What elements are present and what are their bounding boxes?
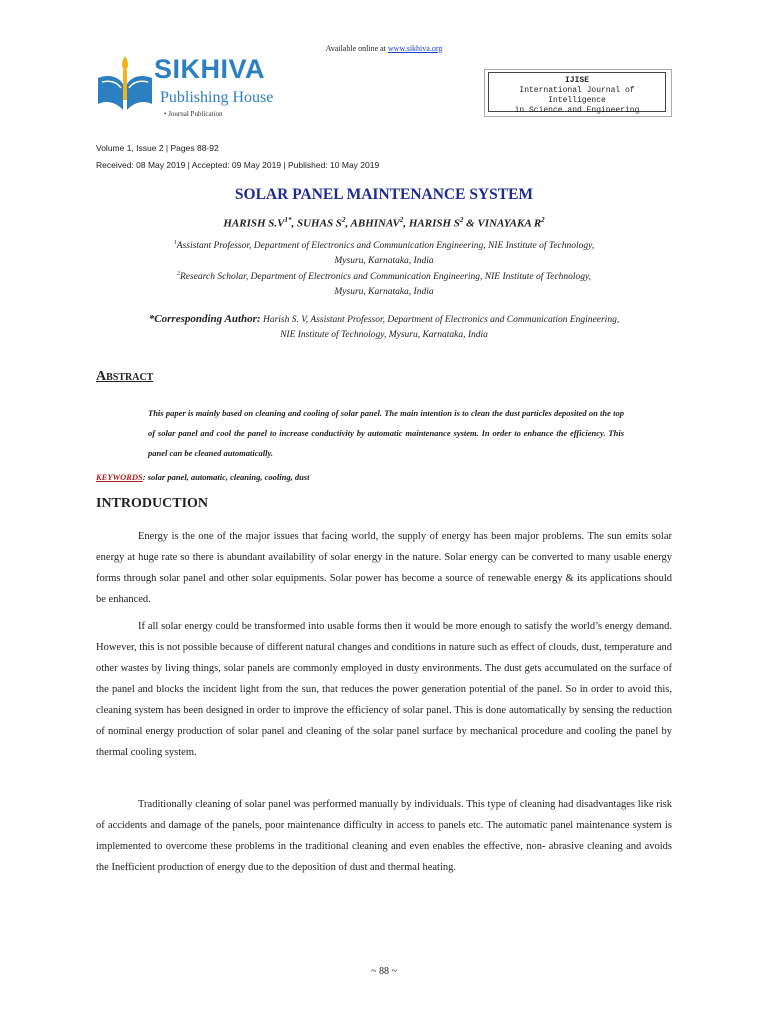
brand-name: SIKHIVA	[154, 54, 266, 84]
website-link[interactable]: www.sikhiva.org	[387, 44, 443, 53]
author-superscript: 1*	[284, 216, 292, 224]
publication-dates: Received: 08 May 2019 | Accepted: 09 May 2019 | Published: 10 May 2019	[96, 160, 380, 170]
affiliation-line2: Mysuru, Karnataka, India	[334, 287, 434, 298]
author-name: ABHINAV	[350, 217, 400, 230]
journal-name-line2: in Science and Engineering	[514, 106, 640, 115]
introduction-heading: INTRODUCTION	[96, 496, 209, 511]
affiliation-superscript: 2	[176, 271, 180, 277]
availability-prefix: Available online at	[325, 44, 388, 53]
author-separator: ,	[345, 217, 351, 230]
journal-box	[488, 72, 666, 115]
book-flame-icon	[94, 52, 156, 116]
corresponding-text1: Harish S. V, Assistant Professor, Department of Electronics and Communication Engineering,	[260, 315, 620, 325]
corresponding-text2: NIE Institute of Technology, Mysuru, Karnataka, India	[280, 330, 488, 340]
author-separator: ,	[403, 217, 409, 230]
author-name: SUHAS S	[296, 217, 342, 230]
abstract-body: This paper is mainly based on cleaning and cooling of solar panel. The main intention is to clean the dust particles deposited on the top of solar panel and cool the panel to increase conductivity by automatic maintenance system. In order to enhance the efficiency. This panel can be cleaned automatically.	[148, 408, 624, 458]
brand-subtitle: Publishing House	[160, 89, 274, 106]
keywords-line	[96, 472, 309, 482]
intro-paragraph-2: If all solar energy could be transformed into usable forms then it would be more enough to satisfy the world’s energy demand. However, this is not possible because of different natural changes and conditions in nature such as effect of clouds, dust, temperature and other wastes by living things, solar panels are commonly employed in dusty environments. The dust gets accumulated on the surface of the panel and blocks the incident light from the sun, that reduces the power generation potential of the panel. So in order to avoid this, cleaning system has been designed in order to improve the efficiency of solar panel. This is done automatically by sensing the reduction of nominal energy production of solar panel and cleaning of the solar panel surface by mechanical procedure and cooling the panel by thermal cooling system.	[96, 621, 672, 758]
keywords-label: KEYWORDS	[96, 472, 143, 482]
affiliation-line1: Research Scholar, Department of Electronics and Communication Engineering, NIE Institute of Technology,	[179, 272, 592, 283]
affiliation-superscript: 1	[173, 240, 177, 246]
author-name: HARISH S	[408, 217, 460, 230]
keywords-text: : solar panel, automatic, cleaning, cooling, dust	[142, 472, 310, 482]
affiliation-line1: Assistant Professor, Department of Electronics and Communication Engineering, NIE Institute of Technology,	[176, 241, 595, 252]
author-superscript: 2	[541, 216, 545, 224]
abstract-heading: Abstract	[96, 369, 154, 384]
page-number: ~ 88 ~	[371, 966, 397, 977]
paper-title: SOLAR PANEL MAINTENANCE SYSTEM	[234, 186, 534, 203]
intro-paragraph-1: Energy is the one of the major issues that facing world, the supply of energy has been major problems. The sun emits solar energy at huge rate so there is abundant availability of solar energy in the nature. Solar energy can be converted to many usable energy forms through solar panel and other solar equipments. Solar power has become a source of renewable energy & its applications should be enhanced.	[96, 531, 672, 605]
author-superscript: 2	[341, 216, 346, 224]
affiliation-1	[100, 236, 668, 269]
corresponding-label: *Corresponding Author:	[148, 313, 261, 325]
brand-tagline: • Journal Publication	[164, 110, 223, 118]
corresponding-author	[98, 312, 670, 343]
affiliation-2	[100, 267, 668, 300]
author-separator: &	[463, 217, 478, 230]
journal-name-line1: International Journal of Intelligence	[519, 86, 635, 105]
author-name: VINAYAKA R	[477, 217, 542, 230]
author-name: HARISH S.V	[223, 217, 285, 230]
author-separator: ,	[291, 217, 297, 230]
publisher-logo	[94, 52, 294, 128]
intro-paragraph-3: Traditionally cleaning of solar panel was performed manually by individuals. This type of cleaning had disadvantages like risk of accidents and damage of the panels, poor maintenance difficulty in access to panels etc. The automatic panel maintenance system is implemented to overcome these problems in the traditional cleaning and even enables the effective, non- abrasive cleaning and avoids the Inefficient production of energy due to the deposition of dust and thermal heating.	[96, 799, 672, 873]
author-list	[0, 216, 768, 230]
affiliation-line2: Mysuru, Karnataka, India	[334, 256, 434, 267]
author-superscript: 2	[399, 216, 404, 224]
journal-abbr: IJISE	[564, 76, 589, 85]
volume-info: Volume 1, Issue 2 | Pages 88-92	[96, 143, 219, 153]
author-superscript: 2	[459, 216, 464, 224]
